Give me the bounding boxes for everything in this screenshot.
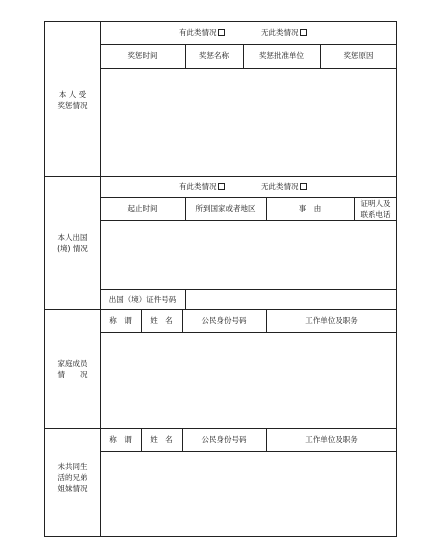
abroad-header-line	[100, 197, 397, 198]
family-columns-line	[100, 332, 397, 333]
abroad-columns-line	[100, 220, 397, 221]
abroad-has-option[interactable]	[179, 182, 225, 192]
siblings-col-relation: 称 谓	[109, 435, 132, 444]
awards-header-line	[100, 44, 397, 45]
abroad-col-witness: 证明人及 联系电话	[360, 199, 391, 219]
passport-number-label: 出国（境）证件号码	[108, 295, 177, 304]
family-col-id-number: 公民身份号码	[201, 316, 247, 325]
awards-col-name: 奖惩名称	[199, 51, 229, 60]
siblings-section-label: 未共同生 活的兄弟 姐妹情况	[57, 462, 88, 493]
abroad-none-checkbox[interactable]	[300, 183, 307, 190]
family-section-label: 家庭成员 情 况	[57, 359, 88, 379]
awards-has-checkbox[interactable]	[218, 29, 225, 36]
awards-none-checkbox[interactable]	[300, 29, 307, 36]
awards-none-option-label: 无此类情况	[261, 28, 299, 37]
abroad-section-label: 本人出国 (境) 情况	[57, 233, 88, 253]
awards-columns-line	[100, 68, 397, 69]
abroad-col-period: 起止时间	[127, 204, 158, 213]
family-col-name: 姓 名	[150, 316, 173, 325]
label-column-divider	[100, 22, 101, 536]
awards-section-label: 本 人 受 奖惩情况	[57, 90, 88, 110]
section-divider-2	[45, 309, 397, 310]
awards-none-option[interactable]	[261, 28, 307, 38]
abroad-has-checkbox[interactable]	[218, 183, 225, 190]
siblings-col-id-number: 公民身份号码	[201, 435, 247, 444]
section-divider-1	[45, 176, 397, 177]
family-col-employer: 工作单位及职务	[305, 316, 358, 325]
awards-has-option-label: 有此类情况	[179, 28, 217, 37]
passport-number-field[interactable]	[186, 290, 397, 309]
siblings-columns-line	[100, 451, 397, 452]
awards-col-time: 奖惩时间	[127, 51, 158, 60]
abroad-none-option-label: 无此类情况	[261, 182, 299, 191]
awards-col-approver: 奖惩批准单位	[259, 51, 304, 60]
family-col-relation: 称 谓	[109, 316, 132, 325]
awards-col-reason: 奖惩原因	[343, 51, 374, 60]
abroad-col-purpose: 事 由	[298, 204, 322, 213]
siblings-col-employer: 工作单位及职务	[305, 435, 358, 444]
abroad-none-option[interactable]	[261, 182, 307, 192]
abroad-col-destination: 所到国家或者地区	[195, 204, 256, 213]
siblings-col-name: 姓 名	[150, 435, 173, 444]
abroad-has-option-label: 有此类情况	[179, 182, 217, 191]
section-divider-3	[45, 428, 397, 429]
personal-info-form	[44, 21, 397, 537]
awards-has-option[interactable]	[179, 28, 225, 38]
